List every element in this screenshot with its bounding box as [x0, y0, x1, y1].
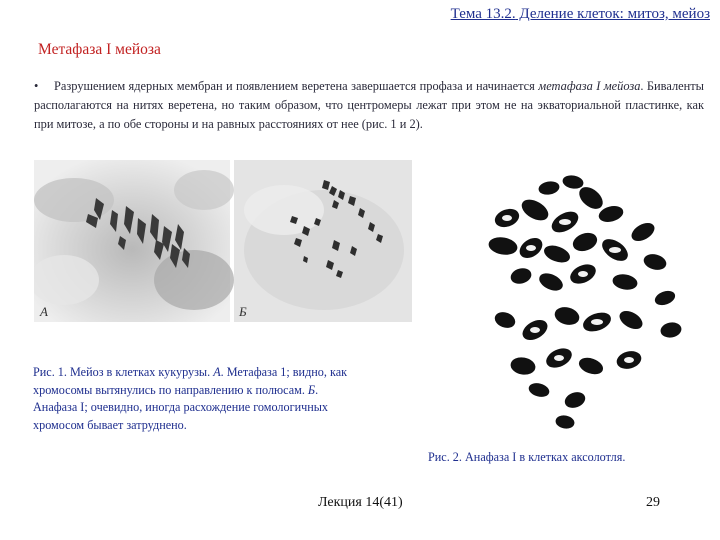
bullet-icon: • [34, 79, 39, 93]
header-title: Деление клеток: митоз, мейоз [515, 6, 710, 22]
chromosome-highlights [502, 215, 634, 363]
body-paragraph [34, 77, 704, 134]
body-text-2: . Биваленты располагаются на нитях веретена, но таким образом, что центромеры лежат при этом не на экваториальной пластинке, как при митозе, а по обе стороны и на равных расстояниях от нее (рис. 1 и 2). [34, 79, 705, 131]
figure-2-micrograph [465, 170, 700, 435]
micrograph-a [34, 160, 234, 322]
micrograph-a-label: А [40, 304, 48, 319]
figure-2-caption: Рис. 2. Анафаза I в клетках аксолотля. [428, 450, 626, 464]
figure-1-micrographs [34, 160, 412, 322]
page-number: 29 [646, 495, 660, 510]
micrograph-b-label: Б [239, 304, 247, 319]
micrograph-b [234, 160, 412, 322]
caption1-b-letter: Б [307, 382, 316, 397]
body-italic-term: метафаза I мейоза [538, 79, 641, 93]
slide-header [300, 6, 710, 23]
caption1-prefix: Рис. 1. Мейоз в клетках кукурузы. [33, 365, 214, 379]
body-text-1: Разрушением ядерных мембран и появлением веретена завершается профаза и начинается [54, 79, 539, 93]
header-topic: Тема 13.2. [450, 6, 516, 22]
caption1-b-text: . Анафаза I; очевидно, иногда расхождение гомологичных хромосом бывает затруднено. [33, 382, 329, 432]
caption1-a-letter: А [213, 365, 221, 379]
footer-lecture: Лекция 14(41) [318, 495, 403, 510]
slide-title: Метафаза I мейоза [38, 41, 161, 58]
caption1-a-text: . Метафаза 1; видно, как хромосомы вытянулись по направлению к полюсам. [33, 365, 348, 397]
chromosomes-axolotl [488, 174, 682, 429]
figure-1-caption [33, 364, 363, 434]
